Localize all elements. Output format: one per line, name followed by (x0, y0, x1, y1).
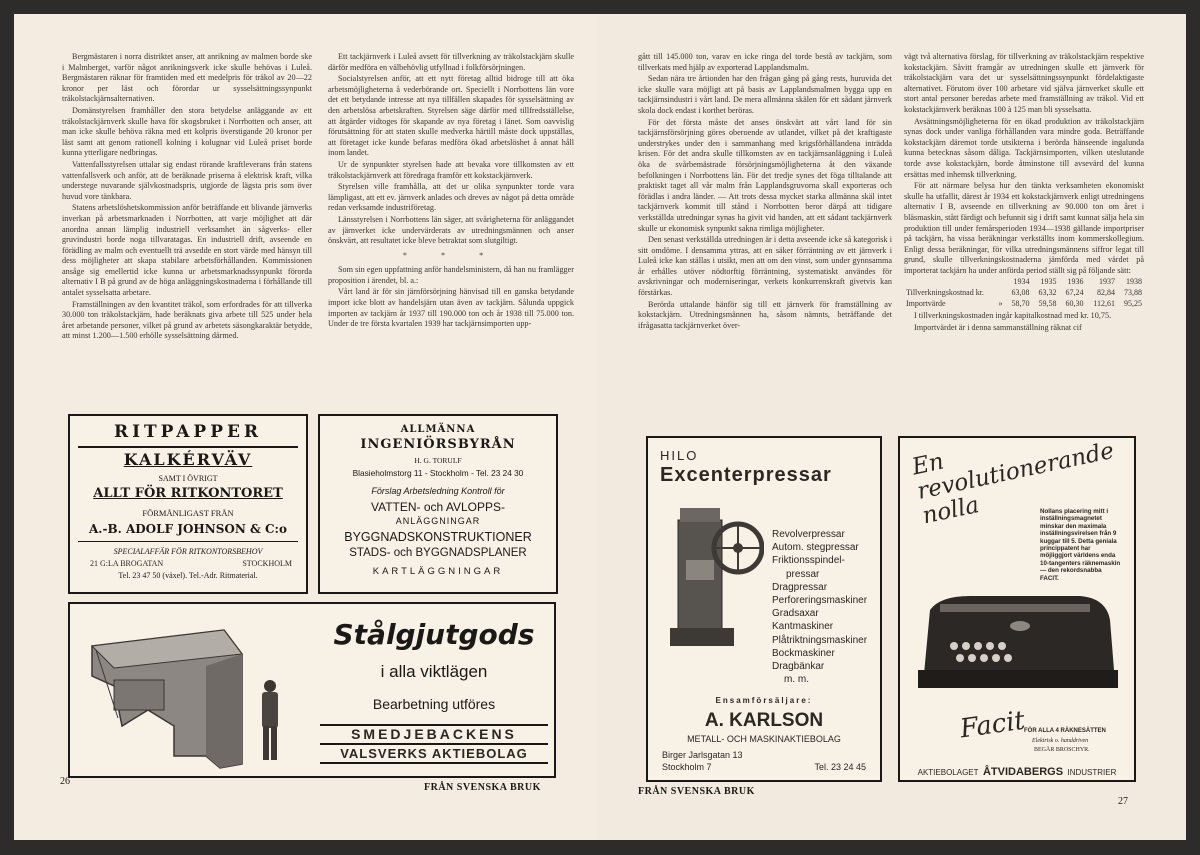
paragraph: gått till 145.000 ton, varav en icke ringa del torde bestå av tackjärn, som tillverkats med hjälp av exporterad Lapplandsmalm. (638, 52, 892, 72)
ad-text: BYGGNADSKONSTRUKTIONER (344, 530, 532, 544)
table-year: 1935 (1040, 277, 1057, 287)
company-prefix: AKTIEBOLAGET (917, 768, 979, 777)
paragraph: Vårt land är för sin järnförsörjning hänvisad till en ganska betydande import icke blott av handelsjärn utan även av tackjärn. Sålunda uppgick importen av tackjärn år 1937 till 190.000 ton och år 1938 till 75.000 ton. Under de tre första kvartalen 1939 har tackjärnsimporten upp- (328, 287, 574, 329)
table-cell: 63,32 (1038, 288, 1057, 298)
ad-ritpapper (68, 414, 308, 594)
paragraph: Bergmästaren i norra distriktet anser, att anrikning av malmen borde ske i Malmberget, varför något anrikningsverk icke skulle behövas i Luleå. Bergmästaren räknar för framtiden med ett medelpris för träkol av 20—22 kronor per läst och förordar ur sysselsättningssynpunkt träkolstackjärnsalternativen. (62, 52, 312, 104)
page-number: 27 (1118, 796, 1128, 807)
ad-city: STOCKHOLM (242, 559, 292, 568)
ad-brand: HILO (660, 448, 699, 463)
running-footer: FRÅN SVENSKA BRUK (638, 786, 755, 797)
table-year: 1934 (1013, 277, 1030, 287)
list-item: Dragbänkar (772, 661, 825, 673)
table-cell: 112,61 (1093, 298, 1115, 308)
table-cell: 59,58 (1038, 298, 1057, 308)
paragraph: För det första måste det anses önskvärt att vårt land för sin tackjärnsförsörjning göres oberoende av utlandet, vilket på det kraftigaste understrykes under den i sammanhang med krigsförhållandena inträdda krisen. För det andra skulle tillkomsten av en tackjärnsanläggning i Luleå öka de svårbemästrade försörjningsmöjligheterna åt den växande befolkningen i Norrbottens län. För det tredje synes det föga tilltalande att praktiskt taget all vår malm från Lapplandsgruvorna skall exporteras och förädlas i andra länder. — Att trots dessa mycket starka allmänna skäl intet tackjärnverk kommit till stånd i Norrbotten beror därpå att tidigare verkställda utredningar synas ha givit vid handen, att ett sådant tackjärnverk skulle ur ekonomisk synpunkt sakna rimliga möjligheter. (638, 117, 892, 233)
table-cell: 60,30 (1065, 298, 1084, 308)
ad-company: VALSVERKS AKTIEBOLAG (320, 746, 548, 764)
ad-blurb: Nollans placering mitt i inställningsmagnetet minskar den maximala inställningsvirelsen från 9 kuggar till 5. Detta geniala princippatent har möjliggjort världens enda 10-tangenters räknemaskin — den rekordsnabba FACIT. (1040, 508, 1121, 582)
left-page (14, 14, 612, 840)
ad-phone: Tel. 23 24 45 (814, 762, 866, 772)
company-suffix: INDUSTRIER (1067, 768, 1117, 777)
list-item: m. m. (784, 674, 809, 686)
press-illustration (656, 500, 764, 660)
rule (78, 541, 298, 542)
ad-ingeniorsbyran (318, 414, 558, 594)
ad-text: ANLÄGGNINGAR (395, 516, 481, 526)
running-footer: FRÅN SVENSKA BRUK (424, 782, 541, 793)
paragraph: Socialstyrelsen anför, att ett nytt företag alltid bidroge till att öka arbetsmöjligheterna å vederbörande ort. Speciellt i Norrbottens län vore det ett betydande intresse att nya tillfällen skapades för sysselsättning av den arbetslösa arbetskraften. Styrelsen säge därför med tillfredsställelse, att åtgärder vidtoges för skapande av nya företag i länet. Som oavvislig förutsättning för att staten skulle medverka härtill måste dock uppställas, att företaget icke kunde befaras medföra ökad arbetslöshet å annat håll inom landet. (328, 74, 574, 158)
list-item: Perforeringsmaskiner (772, 595, 868, 607)
ad-headline: RITPAPPER (113, 422, 263, 442)
list-item: pressar (786, 568, 820, 580)
ad-address: Stockholm 7 (662, 762, 712, 772)
table-row-label: Importvärde (906, 298, 946, 308)
left-text-column-1 (62, 52, 312, 408)
table-header-row (904, 277, 1144, 288)
left-text-column-2 (328, 52, 574, 408)
page-number: 26 (60, 776, 70, 787)
ad-phone: Tel. 23 47 50 (växel). Tel.-Adr. Ritmaterial. (118, 571, 258, 580)
list-item: Autom. stegpressar (772, 542, 859, 554)
ad-text: i alla viktlägen (380, 662, 488, 681)
ad-text: KARTLÄGGNINGAR (372, 566, 504, 577)
list-item: Dragpressar (772, 581, 828, 593)
table-cell: 63,08 (1011, 288, 1030, 298)
table-cell: 82,84 (1096, 288, 1115, 298)
ad-hilo-excenterpressar (646, 436, 882, 782)
table-cell: 95,25 (1124, 298, 1142, 308)
casting-illustration (74, 606, 314, 774)
paragraph: För att närmare belysa hur den tänkta verksamheten ekonomiskt skulle ha utfallit, därest år 1934 ett kokstackjärnverk enligt utredningens alternativ I B, avseende en tillverkning av 90.000 ton om året i bläsmaskin, stått färdigt och befunnit sig i drift samt kunnat sälja hela sin produktion till under femårsperioden 1934—1938 gällande importpriser på tackjärn, ha vissa beräkningar verkställts inom kommerskollegium. Enligt dessa beräkningar, för vilka utredningsmännens siffror legat till grund, skulle tillverkningskostnaderna jämförda med värdet på importerat tackjärn ha under anförda period ställt sig på följande sätt: (904, 181, 1144, 275)
list-item: Bockmaskiner (772, 647, 835, 659)
ad-facit (898, 436, 1136, 782)
table-year: 1936 (1067, 277, 1084, 287)
ad-address: Birger Jarlsgatan 13 (662, 750, 743, 760)
table-row (904, 288, 1144, 299)
paragraph: Vattenfallsstyrelsen uttalar sig endast rörande kraftleverans från statens vattenfallsverk och anför, att de beräknade priserna å elektrisk kraft, vilka understege nuvarande självkostnadspris, utgjorde de lägsta pris som över huvud vore tänkbara. (62, 159, 312, 201)
facit-logo: Facit (958, 705, 1027, 745)
company-name: ÅTVIDABERGS (982, 766, 1064, 778)
right-text-column-1 (638, 52, 892, 424)
table-cell: 73,88 (1124, 288, 1142, 298)
section-divider: * * * (402, 250, 500, 260)
ad-company (900, 762, 1134, 780)
paragraph: Framställningen av den kvantitet träkol, som erfordrades för att tillverka 30.000 ton träkolstackjärn, hade beräknats giva arbete till 525 under hela året arbetande personer, vilket på grund av arbetets säsongkaraktär betydde, att minst 1.200—1.500 erhölle sysselsättning därmed. (62, 299, 312, 341)
list-item: Plåtriktningsmaskiner (772, 634, 868, 646)
ad-text: VATTEN- och AVLOPPS- (370, 500, 506, 514)
ad-headline: Stålgjutgods (333, 618, 535, 651)
ad-text: Elektrisk o. handdriven (1032, 738, 1089, 744)
table-year: 1938 (1126, 277, 1142, 287)
table-cell: 58,70 (1011, 298, 1030, 308)
calculator-machine (918, 596, 1118, 688)
paragraph: Avsättningsmöjligheterna för en ökad produktion av träkolstackjärn synas dock under vanliga förhållanden vara mindre goda. Beträffande kokstackjärn däremot torde utsikterna i berörda hänseende ingalunda kunna betecknas såsom dåliga. Tackjärnsimporten, vilken uteslutande torde avse kokstackjärn, borde åtminstone till avsevärd del kunna ersättas med inhemsk tillverkning. (904, 116, 1144, 179)
ad-address: 21 G:LA BROGATAN (90, 559, 164, 568)
ad-headline: Excenterpressar (660, 464, 832, 486)
ad-text: Bearbetning utföres (372, 696, 496, 712)
ad-headline-2: KALKÉRVÄV (123, 450, 253, 469)
ad-company-sub: METALL- OCH MASKINAKTIEBOLAG (687, 734, 841, 744)
paragraph: Ett tackjärnverk i Luleå avsett för tillverkning av träkolstackjärn skulle därför medföra en välbehövlig utfyllnad i folkförsörjningen. (328, 52, 574, 72)
list-item: Revolverpressar (772, 529, 845, 540)
right-text-column-2 (904, 52, 1144, 424)
ad-company: SMEDJEBACKENS (320, 724, 548, 745)
ad-headline-3: ALLT FÖR RITKONTORET (93, 486, 283, 501)
ad-text: H. G. TORULF (414, 456, 462, 465)
ad-address: Blasieholmstorg 11 - Stockholm - Tel. 23 24 30 (352, 468, 524, 478)
paragraph: Berörda uttalande hänför sig till ett järnverk för framställning av kokstackjärn. Utredningsmännen ha, såsom nämnts, beträffande det ifrågasatta tackjärnverket över- (638, 299, 892, 330)
ad-headline-2: INGENIÖRSBYRÅN (360, 437, 516, 452)
ad-text: STADS- och BYGGNADSPLANER (349, 547, 527, 559)
ad-script-headline: En revolutionerande nolla (909, 437, 1117, 530)
ad-text: FÖR ALLA 4 RÄKNESÄTTEN (1024, 728, 1106, 734)
right-page (598, 14, 1186, 840)
ad-text: FÖRMÅNLIGAST FRÅN (142, 508, 234, 518)
paragraph: Länsstyrelsen i Norrbottens län säger, att svårigheterna för anläggandet av järnverket icke undervärderats av utredningsmännen och anser önskvärt, att resultatet icke bleve betraktat som slutgiltigt. (328, 214, 574, 246)
table-year: 1937 (1098, 277, 1115, 287)
list-item: Friktionsspindel- (772, 555, 845, 567)
ad-text: SPECIALAFFÄR FÖR RITKONTORSBEHOV (113, 547, 263, 556)
paragraph: vägt två alternativa förslag, för tillverkning av träkolstackjärn respektive kokstackjärn. Såvitt framgår av utredningen skulle ett järnverk för träkolstackjärn vara det ur sysselsättningssynpunkt fördelaktigaste alternativet. Förutom över 100 arbetare vid själva järnverket skulle ett stort antal personer beredas arbete med framställning av träkol. Vid ett kokstackjärnverk beräknas 100 à 125 man bli sysselsatta. (904, 52, 1144, 114)
press-machine (670, 508, 762, 646)
table-cell: 67,24 (1065, 288, 1084, 298)
ad-stalgjutgods (68, 602, 556, 778)
list-item: Gradsaxar (772, 608, 819, 620)
ditto-mark: » (998, 298, 1003, 308)
ad-text: SAMT I ÖVRIGT (158, 474, 218, 483)
paragraph: Som sin egen uppfattning anför handelsministern, då han nu framlägger proposition i ärendet, bl. a.: (328, 265, 574, 285)
ad-text: Förslag Arbetsledning Kontroll för (371, 486, 505, 496)
ad-text: Ensamförsäljare: (715, 696, 813, 705)
table-row (904, 299, 1144, 310)
rule (78, 446, 298, 448)
paragraph: Den senast verkställda utredningen är i detta avseende icke så kategorisk i sitt omdöme. I densamma yttras, att en säker förräntning av ett järnverk i Luleå icke kan ställas i utsikt, men att om den vinst, som under gynnsamma år erhålles utöver nödtorftig förräntning, systematiskt användes för avskrivningar och moderniseringar, verkets konkurrenskraft givetvis kan förstärkas. (638, 235, 892, 298)
paragraph: Domänstyrelsen framhåller den stora betydelse anläggande av ett träkolstackjärnverk skulle hava för skogsbruket i Norrbotten och anser, att man icke skulle behöva räkna med ett kolpris överstigande 20 kronor per läst samt att genom rationell kolning i kolugnar vid Luleå priset borde kunna ytterligare nedbringas. (62, 105, 312, 158)
cost-table (904, 277, 1144, 309)
table-row-label: Tillverkningskostnad kr. (906, 288, 984, 298)
paragraph: Styrelsen ville framhålla, att det ur olika synpunkter torde vara lämpligast, att ett ev. järnverk anlades och dreves av något på detta område redan verksamde industriföretag. (328, 182, 574, 213)
calculator-illustration (910, 590, 1124, 700)
product-list (772, 528, 867, 686)
paragraph: Importvärdet är i denna sammanställning räknat cif (914, 322, 1082, 332)
paragraph: I tillverkningskostnaden ingår kapitalkostnad med kr. 10,75. (914, 311, 1112, 321)
ad-text: BEGÄR BROSCHYR. (1034, 747, 1090, 753)
ad-company: A.-B. ADOLF JOHNSON & C:o (89, 522, 287, 536)
ad-headline: ALLMÄNNA (400, 424, 476, 435)
paragraph: Statens arbetslöshetskommission anför beträffande ett blivande järnverks inverkan på arbetsmarknaden i Norrbotten, att varje möjlighet att där anordna annan lämplig industriell verksamhet än sågverks- eller gruvindustri borde noga tillvaratagas. En industriell drift, avseende en förädling av malm och eventuellt trä avsedde en stort värde med hänsyn till dess möjligheter att skapa stabilare arbetsförhållanden. Kommissionen ansåge sig emellertid icke kunna ur arbetsmarknadssynpunkt förorda alternativ I B på grund av de höga anläggningskostnaderna i förhållande till antalet sysselsatta arbetare. (62, 203, 312, 298)
paragraph: Ur de synpunkter styrelsen hade att bevaka vore tillkomsten av ett träkolstackjärnverk att föredraga framför ett kokstackjärnverk. (328, 159, 574, 180)
ad-company: A. KARLSON (704, 710, 824, 731)
paragraph: Sedan nära tre årtionden har den frågan gång på gång rests, huruvida det icke skulle vara möjligt att på basis av Lapplandsmalmen bygga upp en tackjärnsindustri i vårt land. De mera allmänna skälen för ett sådant järnverk skola dock endast i korthet beröras. (638, 74, 892, 115)
list-item: Kantmaskiner (772, 621, 834, 633)
